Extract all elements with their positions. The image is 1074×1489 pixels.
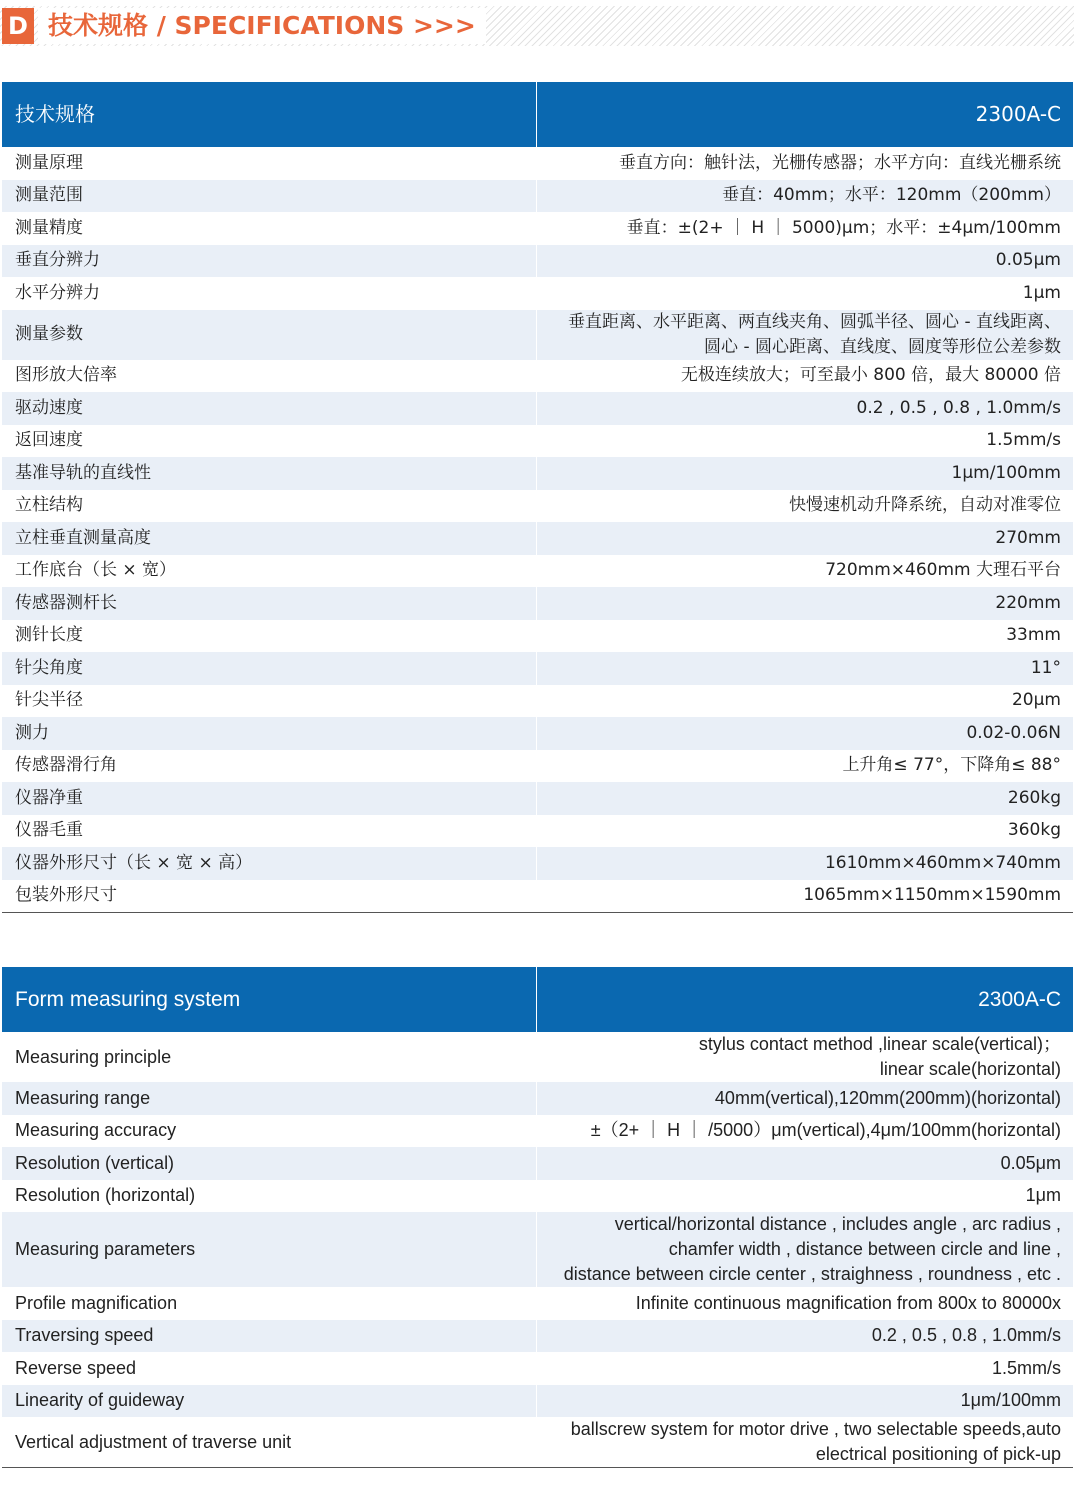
spec-value [537, 1212, 1074, 1287]
spec-label: 传感器测杆长 [2, 587, 537, 620]
spec-label: Reverse speed [2, 1352, 537, 1385]
spec-value [537, 392, 1074, 425]
table-row [2, 1032, 1073, 1082]
spec-value-line: 1μm [1025, 1185, 1061, 1206]
spec-value-line: 0.2 , 0.5 , 0.8 , 1.0mm/s [856, 397, 1061, 418]
spec-value [537, 880, 1074, 913]
spec-label: 立柱结构 [2, 490, 537, 523]
spec-value-line: ±（2+ ｜ H ｜ /5000）μm(vertical),4μm/100mm(horizontal) [590, 1120, 1061, 1141]
spec-value-line: 360kg [1007, 820, 1061, 841]
spec-label: Measuring principle [2, 1032, 537, 1082]
spec-label: 针尖角度 [2, 652, 537, 685]
spec-label: 测量精度 [2, 212, 537, 245]
spec-value-line: 上升角≤ 77°，下降角≤ 88° [842, 755, 1061, 776]
table-row [2, 425, 1073, 458]
spec-value-line: Infinite continuous magnification from 800x to 80000x [635, 1292, 1061, 1313]
spec-value-line: 1μm/100mm [960, 1390, 1061, 1411]
spec-value [537, 1320, 1074, 1353]
spec-value [537, 1287, 1074, 1320]
spec-label: 测量范围 [2, 180, 537, 213]
table-row [2, 1082, 1073, 1115]
spec-value [537, 277, 1074, 310]
section-letter-badge: D [2, 8, 34, 44]
spec-label: Vertical adjustment of traverse unit [2, 1417, 537, 1468]
spec-value-line: 11° [1030, 657, 1061, 678]
spec-value-line: 20μm [1011, 690, 1061, 711]
spec-value-line: chamfer width , distance between circle and line , [668, 1239, 1061, 1259]
spec-label: Resolution (horizontal) [2, 1180, 537, 1213]
spec-label: 测力 [2, 717, 537, 750]
spec-value-line: 270mm [995, 527, 1061, 548]
spec-value-line: 垂直距离、水平距离、两直线夹角、圆弧半径、圆心 - 直线距离、 [568, 311, 1061, 332]
table-row [2, 360, 1073, 393]
table-row [2, 1352, 1073, 1385]
spec-value [537, 587, 1074, 620]
spec-label: 返回速度 [2, 425, 537, 458]
table-row [2, 1115, 1073, 1148]
spec-label: 测量原理 [2, 147, 537, 180]
spec-label: 测量参数 [2, 310, 537, 360]
table-row [2, 620, 1073, 653]
spec-value-line: 0.2 , 0.5 , 0.8 , 1.0mm/s [871, 1325, 1061, 1346]
table-row [2, 555, 1073, 588]
spec-label: 仪器毛重 [2, 815, 537, 848]
spec-value [537, 1147, 1074, 1180]
spec-value-line: 垂直：±(2+ ｜ H ｜ 5000)μm；水平：±4μm/100mm [626, 217, 1061, 238]
spec-value [537, 620, 1074, 653]
spec-value-line: linear scale(horizontal) [879, 1059, 1061, 1079]
spec-value [537, 1180, 1074, 1213]
spec-value [537, 1115, 1074, 1148]
spec-value-line: 33mm [1006, 625, 1061, 646]
spec-table-chinese [2, 82, 1073, 913]
spec-value [537, 310, 1074, 360]
section-header [0, 6, 1074, 46]
spec-label: Linearity of guideway [2, 1385, 537, 1418]
table-row [2, 587, 1073, 620]
spec-value-line: 快慢速机动升降系统，自动对准零位 [789, 495, 1061, 516]
spec-value [537, 1385, 1074, 1418]
table-row [2, 1417, 1073, 1468]
table-header-row [2, 82, 1073, 147]
table-row [2, 147, 1073, 180]
spec-value-line: 1065mm×1150mm×1590mm [803, 885, 1061, 906]
spec-value [537, 847, 1074, 880]
table-row [2, 782, 1073, 815]
spec-label: 驱动速度 [2, 392, 537, 425]
table-row [2, 847, 1073, 880]
table-row [2, 750, 1073, 783]
table-row [2, 277, 1073, 310]
spec-value-line: 260kg [1007, 787, 1061, 808]
spec-value [537, 685, 1074, 718]
table-row [2, 1147, 1073, 1180]
table-row [2, 1320, 1073, 1353]
spec-value-line: electrical positioning of pick-up [815, 1444, 1061, 1464]
spec-label: Measuring accuracy [2, 1115, 537, 1148]
table-row [2, 457, 1073, 490]
spec-label: 水平分辨力 [2, 277, 537, 310]
spec-value [537, 522, 1074, 555]
spec-value [537, 652, 1074, 685]
section-title: 技术规格 / SPECIFICATIONS >>> [38, 8, 486, 44]
table-row [2, 717, 1073, 750]
spec-label: Measuring parameters [2, 1212, 537, 1287]
spec-value [537, 815, 1074, 848]
spec-label: 测针长度 [2, 620, 537, 653]
spec-value-line: 1μm/100mm [951, 462, 1061, 483]
table-row [2, 685, 1073, 718]
spec-label: 包装外形尺寸 [2, 880, 537, 913]
spec-value [537, 147, 1074, 180]
table-row [2, 490, 1073, 523]
spec-value [537, 717, 1074, 750]
table-row [2, 212, 1073, 245]
spec-value-line: 1μm [1022, 282, 1061, 303]
table-row [2, 1180, 1073, 1213]
spec-label: Profile magnification [2, 1287, 537, 1320]
spec-label: Traversing speed [2, 1320, 537, 1353]
spec-value-line: 220mm [995, 592, 1061, 613]
spec-value [537, 457, 1074, 490]
table-row [2, 652, 1073, 685]
spec-value-line: 40mm(vertical),120mm(200mm)(horizontal) [714, 1087, 1061, 1108]
table-header-row [2, 967, 1073, 1032]
spec-value-line: 1610mm×460mm×740mm [824, 852, 1061, 873]
table-row [2, 815, 1073, 848]
spec-value [537, 555, 1074, 588]
header-label: Form measuring system [2, 967, 537, 1032]
spec-value [537, 1352, 1074, 1385]
spec-value-line: 1.5mm/s [991, 1357, 1061, 1378]
spec-value [537, 1082, 1074, 1115]
spec-value-line: 垂直：40mm；水平：120mm（200mm） [722, 185, 1061, 206]
spec-value-line: 1.5mm/s [986, 430, 1061, 451]
spec-value-line: 圆心 - 圆心距离、直线度、圆度等形位公差参数 [704, 336, 1061, 357]
spec-label: 传感器滑行角 [2, 750, 537, 783]
spec-value-line: vertical/horizontal distance , includes angle , arc radius , [614, 1214, 1061, 1234]
spec-label: 仪器净重 [2, 782, 537, 815]
table-row [2, 245, 1073, 278]
spec-value-line: 无极连续放大；可至最小 800 倍，最大 80000 倍 [680, 365, 1061, 386]
table-row [2, 522, 1073, 555]
spec-value [537, 245, 1074, 278]
spec-label: Measuring range [2, 1082, 537, 1115]
spec-label: 垂直分辨力 [2, 245, 537, 278]
spec-table-english [2, 967, 1073, 1468]
spec-value-line: 0.02-0.06N [966, 722, 1061, 743]
spec-value [537, 490, 1074, 523]
spec-label: 基准导轨的直线性 [2, 457, 537, 490]
spec-label: Resolution (vertical) [2, 1147, 537, 1180]
spec-label: 工作底台（长 × 宽） [2, 555, 537, 588]
spec-label: 立柱垂直测量高度 [2, 522, 537, 555]
spec-value-line: ballscrew system for motor drive , two selectable speeds,auto [570, 1419, 1061, 1439]
spec-value-line: 0.05μm [995, 250, 1061, 271]
spec-value-line: 垂直方向：触针法，光栅传感器；水平方向：直线光栅系统 [619, 152, 1061, 173]
header-label: 技术规格 [2, 82, 537, 147]
table-row [2, 180, 1073, 213]
table-row [2, 880, 1073, 913]
spec-label: 图形放大倍率 [2, 360, 537, 393]
spec-value-line: 0.05μm [1000, 1152, 1061, 1173]
spec-label: 针尖半径 [2, 685, 537, 718]
spec-value-line: distance between circle center , straighness , roundness , etc . [563, 1264, 1061, 1284]
spec-value-line: 720mm×460mm 大理石平台 [825, 560, 1061, 581]
spec-value [537, 180, 1074, 213]
table-row [2, 1385, 1073, 1418]
header-model: 2300A-C [537, 967, 1074, 1032]
spec-value [537, 360, 1074, 393]
spec-value [537, 1032, 1074, 1082]
header-model: 2300A-C [537, 82, 1074, 147]
spec-label: 仪器外形尺寸（长 × 宽 × 高） [2, 847, 537, 880]
spec-value [537, 782, 1074, 815]
spec-value [537, 212, 1074, 245]
table-row [2, 1212, 1073, 1287]
spec-value [537, 750, 1074, 783]
table-row [2, 310, 1073, 360]
table-row [2, 392, 1073, 425]
table-row [2, 1287, 1073, 1320]
spec-value [537, 425, 1074, 458]
spec-value-line: stylus contact method ,linear scale(vertical)； [698, 1034, 1061, 1054]
spec-value [537, 1417, 1074, 1468]
